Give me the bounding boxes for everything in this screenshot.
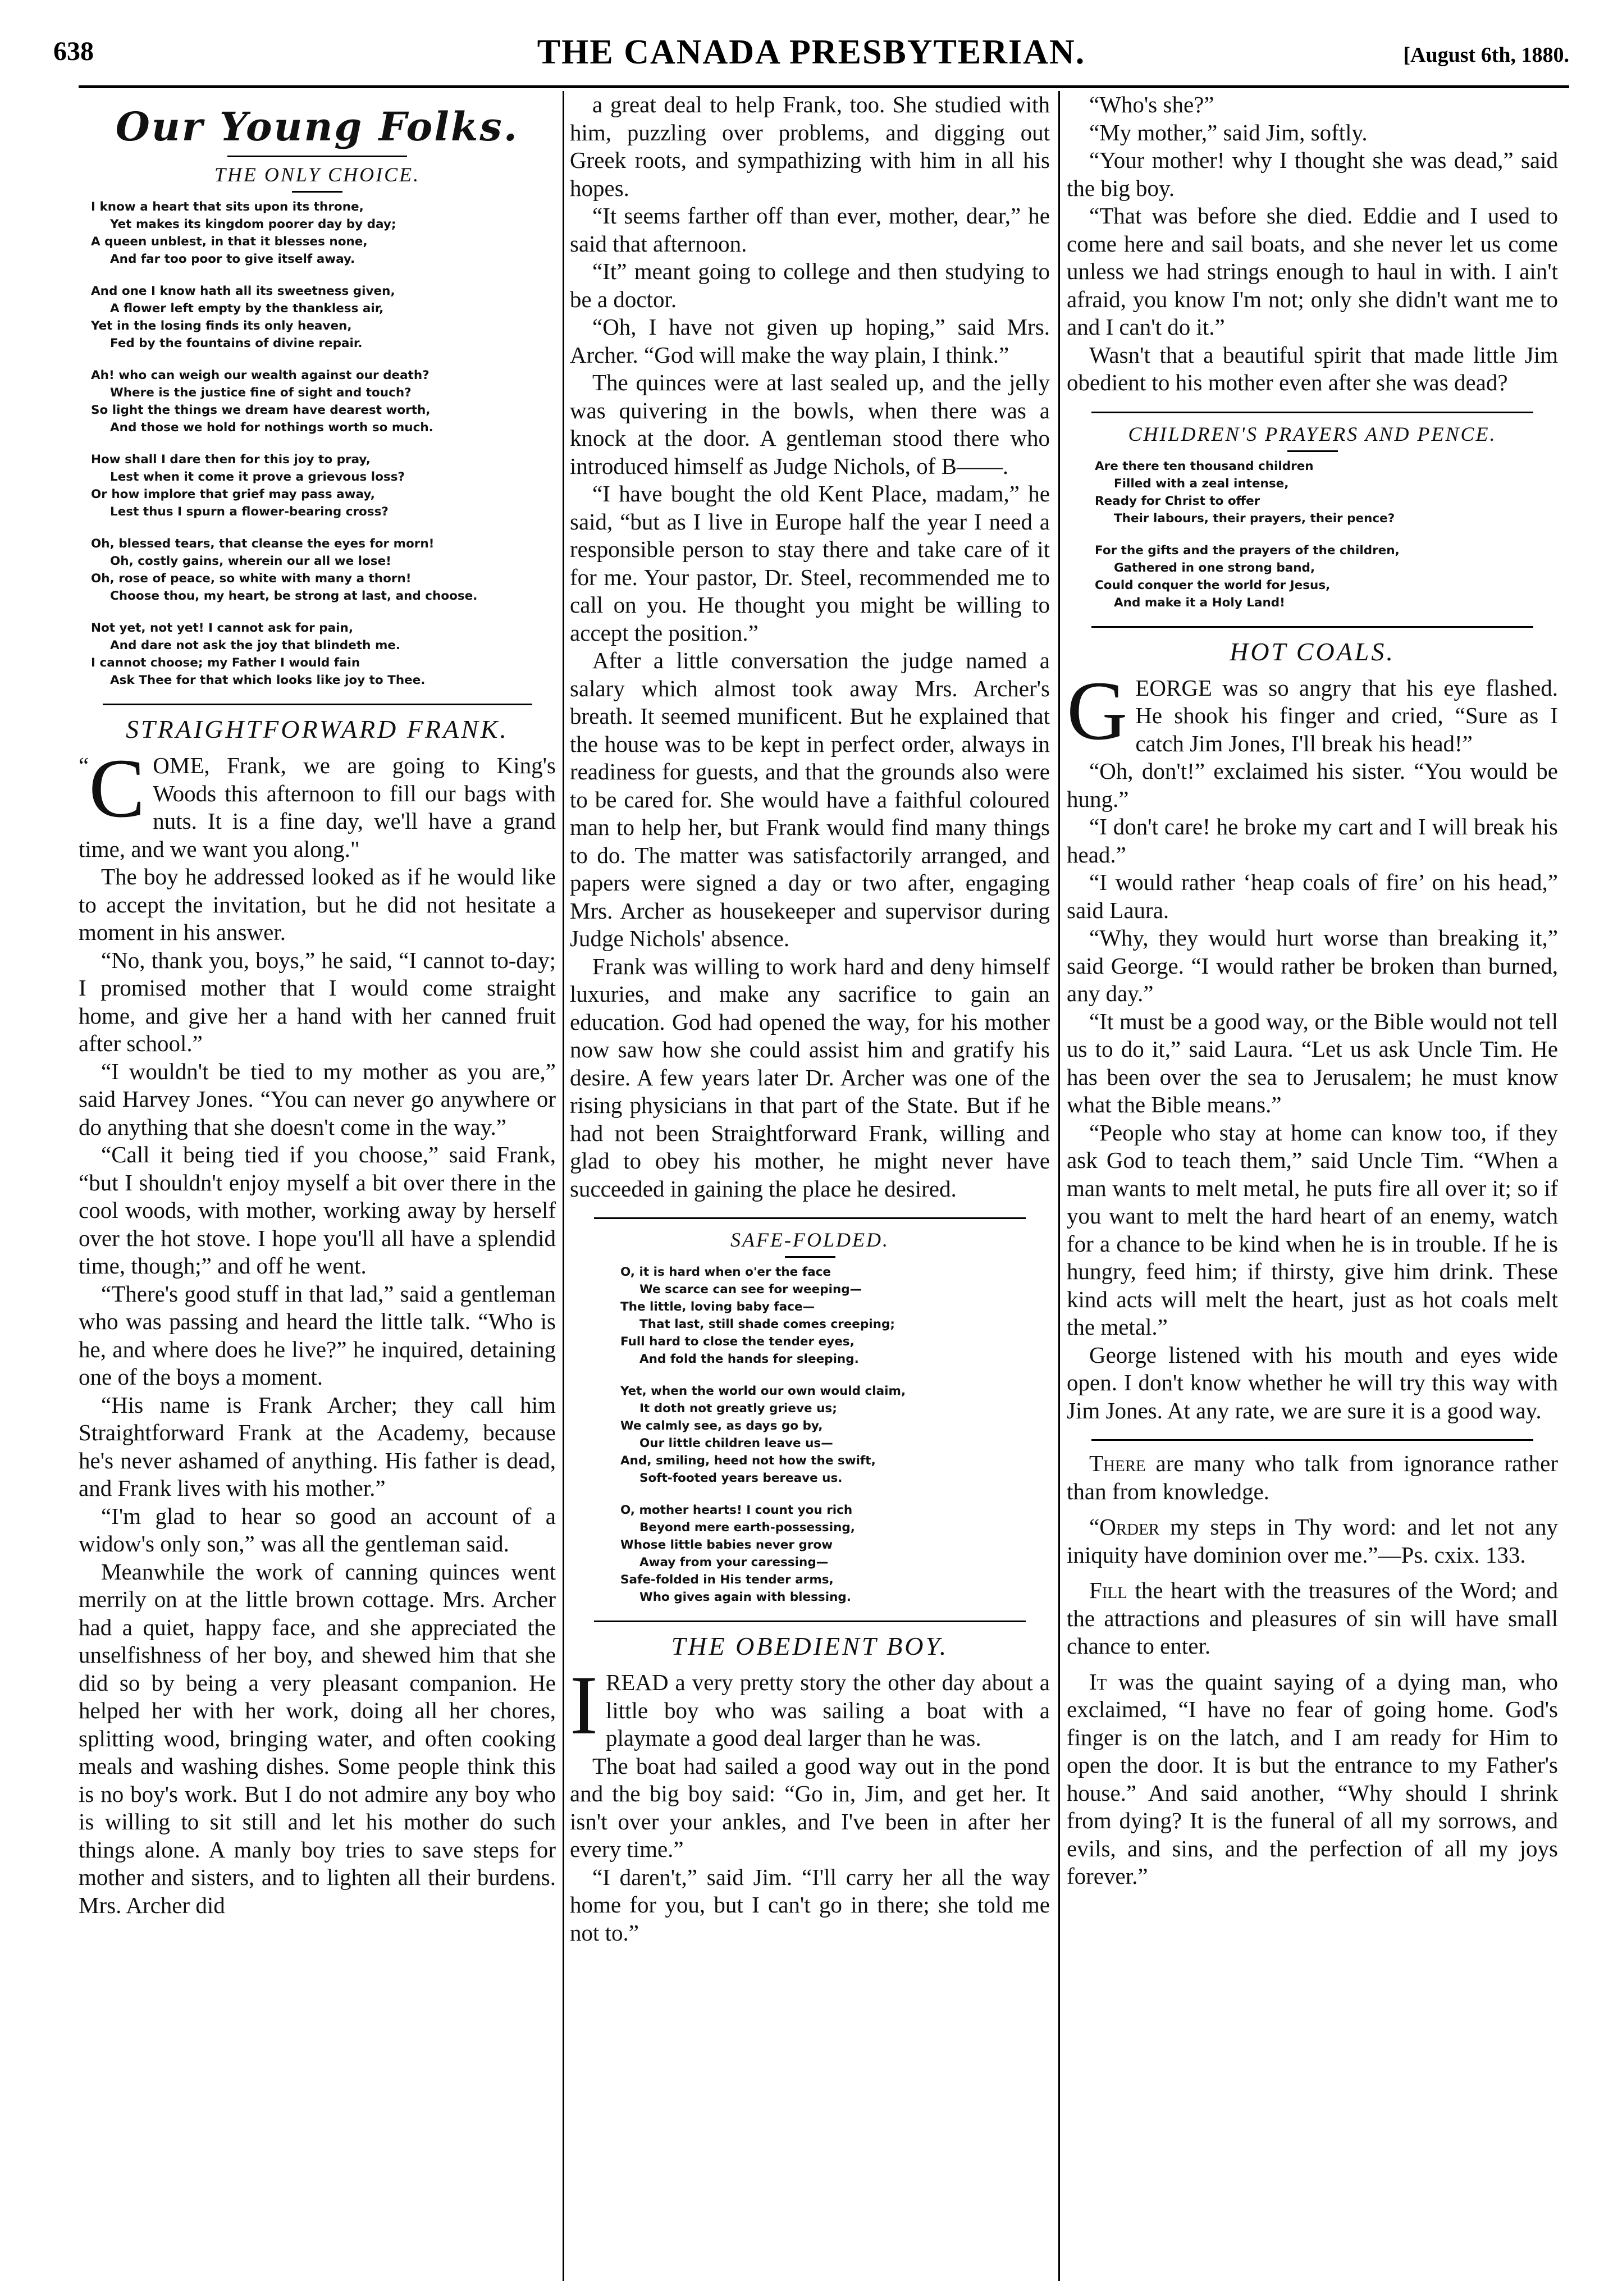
poem-line: Or how implore that grief may pass away, (91, 487, 375, 501)
poem-line: How shall I dare then for this joy to pray, (91, 453, 371, 467)
section-title: Our Young Folks. (115, 103, 519, 150)
stanza (91, 198, 556, 268)
paragraph: “No, thank you, boys,” he said, “I cannot to-day; I promised mother that I would come straight home, and give her a hand with her canned fruit after school.” (79, 947, 556, 1056)
poem-title: CHILDREN'S PRAYERS AND PENCE. (1128, 422, 1497, 445)
paragraph: “My mother,” said Jim, softly. (1089, 119, 1368, 145)
paragraph: “I daren't,” said Jim. “I'll carry her all the way home for you, but I can't go in there; she told me not to.” (570, 1864, 1050, 1946)
poem-the-only-choice (91, 198, 556, 689)
divider (292, 191, 342, 193)
stanza (620, 1263, 1050, 1368)
poem-line: And far too poor to give itself away. (110, 252, 355, 266)
poem-childrens-prayers (1095, 458, 1558, 611)
divider (594, 1621, 1026, 1622)
stanza (91, 535, 556, 605)
paragraph: “I'm glad to hear so good an account of a widow's only son,” was all the gentleman said. (79, 1503, 556, 1556)
poem-line: Could conquer the world for Jesus, (1095, 578, 1331, 592)
stanza (620, 1501, 1050, 1606)
paragraph: George listened with his mouth and eyes wide open. I don't know whether he will try this way with Jim Jones. At any rate, we are sure it is a good way. (1067, 1341, 1558, 1423)
paragraph: “I wouldn't be tied to my mother as you are,” said Harvey Jones. “You can never go anywhere or do anything that she doesn't come in the way.” (79, 1058, 556, 1140)
newspaper-title: THE CANADA PRESBYTERIAN. (537, 33, 1086, 71)
stanza (1095, 458, 1558, 527)
poem-line: Full hard to close the tender eyes, (620, 1335, 855, 1349)
poem-safe-folded (620, 1263, 1050, 1606)
poem-line: I know a heart that sits upon its throne, (91, 200, 364, 214)
paragraph: The quinces were at last sealed up, and the jelly was quivering in the bowls, when there was a knock at the door. A gentleman stood there who introduced himself as Judge Nichols, of B——. (570, 369, 1050, 479)
poem-line: Choose thou, my heart, be strong at last, and choose. (110, 589, 478, 603)
miscellany-paragraph: Fill the heart with the treasures of the Word; and the attractions and pleasures of sin will have small chance to enter. (1067, 1577, 1558, 1659)
paragraph: “Call it being tied if you choose,” said Frank, “but I shouldn't enjoy myself a bit over there in the cool woods, with mother, working away by herself over the hot stove. I hope you'll all have a splendid time, though;” and off he went. (79, 1142, 556, 1279)
stanza (91, 282, 556, 352)
poem-line: Lest thus I spurn a flower-bearing cross? (110, 505, 389, 519)
poem-line: Yet in the losing finds its only heaven, (91, 319, 352, 333)
poem-line: Who gives again with blessing. (639, 1590, 851, 1604)
paragraph: Meanwhile the work of canning quinces went merrily on at the little brown cottage. Mrs. Archer had a quiet, happy face, and she appreciated the unselfishness of her boy, and shewed him that she did so by being a very pleasant companion. He helped her with her work, doing all her chores, splitting wood, bringing water, and often cooking meals and washing dishes. Some people think this is no boy's work. But I do not admire any boy who is willing to sit still and let his mother do such things alone. A manly boy tries to save steps for mother and sisters, and to lighten all their burdens. Mrs. Archer did (79, 1558, 556, 1918)
poem-line: And make it a Holy Land! (1114, 595, 1285, 610)
poem-line: Yet makes its kingdom poorer day by day; (110, 217, 396, 231)
poem-line: And, smiling, heed not how the swift, (620, 1454, 876, 1468)
story-title: THE OBEDIENT BOY. (671, 1632, 949, 1660)
poem-line: Away from your caressing— (639, 1555, 829, 1569)
poem-line: Are there ten thousand children (1095, 459, 1314, 473)
column-3 (1067, 91, 1558, 2281)
divider (785, 1256, 835, 1258)
poem-line: A flower left empty by the thankless air, (110, 302, 384, 316)
poem-line: I cannot choose; my Father I would fain (91, 656, 360, 670)
paragraph: “Oh, I have not given up hoping,” said Mrs. Archer. “God will make the way plain, I think.” (570, 314, 1050, 368)
drop-cap: G (1067, 664, 1128, 757)
poem-line: We calmly see, as days go by, (620, 1419, 823, 1433)
paragraph: “Who's she?” (1089, 92, 1214, 117)
poem-line: O, it is hard when o'er the face (620, 1265, 831, 1279)
poem-line: Where is the justice fine of sight and touch? (110, 386, 412, 400)
poem-line: Ask Thee for that which looks like joy to Thee. (110, 673, 426, 687)
poem-line: Yet, when the world our own would claim, (620, 1384, 906, 1398)
poem-line: And dare not ask the joy that blindeth me. (110, 638, 401, 652)
poem-line: Ready for Christ to offer (1095, 494, 1260, 508)
poem-line: Our little children leave us— (639, 1436, 833, 1450)
poem-line: Ah! who can weigh our wealth against our death? (91, 368, 429, 382)
paragraph: “It” meant going to college and then studying to be a doctor. (570, 258, 1050, 312)
poem-line: Oh, costly gains, wherein our all we lose! (110, 554, 391, 568)
poem-line: Safe-folded in His tender arms, (620, 1573, 834, 1587)
paragraph: “There's good stuff in that lad,” said a gentleman who was passing and heard the little talk. “Who is he, and where does he live?” he inquired, detaining one of the boys a moment. (79, 1280, 556, 1390)
poem-line: And fold the hands for sleeping. (639, 1352, 859, 1366)
paragraph: “His name is Frank Archer; they call him Straightforward Frank at the Academy, because he's never ashamed of anything. His father is dead, and Frank lives with his mother.” (79, 1391, 556, 1501)
column-1 (79, 91, 556, 2281)
masthead-rule (79, 85, 1569, 88)
miscellany-paragraph: It was the quaint saying of a dying man, who exclaimed, “I have no fear of going home. God's finger is on the latch, and I am ready for Him to open the door. It is but the entrance to my Father's house.” And said another, “Why should I shrink from dying? It is the funeral of all my sorrows, and evils, and sins, and the perfection of all my joys forever.” (1067, 1668, 1558, 1889)
stanza (91, 619, 556, 689)
story-continued (1067, 91, 1558, 397)
first-paragraph: “ C OME, Frank, we are going to King's Woods this afternoon to fill our bags with nuts. It is a fine day, we'll have a grand time, and we want you along." (79, 742, 556, 862)
column-2 (570, 91, 1050, 2281)
paragraph: “People who stay at home can know too, if they ask God to teach them,” said Uncle Tim. “When a man wants to melt metal, he puts fire all over it; so if you want to melt the hard heart of an enemy, watch for a chance to be kind when he is in trouble. If he is hungry, feed him; if thirsty, give him drink. These kind acts will melt the heart, just as hot coals melt the metal.” (1067, 1119, 1558, 1340)
paragraph: “It seems farther off than ever, mother, dear,” he said that afternoon. (570, 203, 1050, 257)
issue-date: [August 6th, 1880. (1403, 43, 1569, 67)
miscellany (1067, 1450, 1558, 1891)
poem-line: That last, still shade comes creeping; (639, 1317, 895, 1331)
paragraph: Wasn't that a beautiful spirit that made little Jim obedient to his mother even after she was dead? (1067, 341, 1558, 395)
column-divider (563, 91, 564, 2281)
poem-line: And those we hold for nothings worth so much. (110, 421, 433, 435)
miscellany-paragraph: There are many who talk from ignorance rather than from knowledge. (1067, 1450, 1558, 1504)
divider (1287, 450, 1338, 452)
paragraph: “It must be a good way, or the Bible would not tell us to do it,” said Laura. “Let us ask Uncle Tim. He has been over the sea to Jerusalem; he must know what the Bible means.” (1067, 1008, 1558, 1117)
story-hot-coals: GEORGE was so angry that his eye flashed. He shook his finger and cried, “Sure as I catch Jim Jones, I'll break his head!” “Oh, don't!” exclaimed his sister. “You would be hung.” “I don't care! he broke my cart and I will break his head.” “I would rather ‘heap coals of fire’ on his head,” said Laura. “Why, they would hurt worse than breaking it,” said George. “I would rather be broken than burned, any day.” “It must be a good way, or the Bible would not tell us to do it,” said Laura. “Let us ask Uncle Tim. He has been over the sea to Jerusalem; he must know what the Bible means.” “People who stay at home can know too, if they ask God to teach them,” said Uncle Tim. “When a man wants to melt metal, he puts fire all over it; so if you want to melt the hard heart of an enemy, watch for a chance to be kind when he is in trouble. If he is hungry, feed him; if thirsty, give him drink. These kind acts will melt the heart, just as hot coals melt the metal.” George listened with his mouth and eyes wide open. I don't know whether he will try this way with Jim Jones. At any rate, we are sure it is a good way. (1067, 674, 1558, 1425)
story-continued (570, 91, 1050, 1203)
poem-line: Soft-footed years bereave us. (639, 1471, 843, 1485)
poem-line: Fed by the fountains of divine repair. (110, 336, 363, 350)
divider (1091, 1439, 1534, 1441)
divider (1091, 626, 1534, 628)
column-divider (1058, 91, 1060, 2281)
poem-line: Not yet, not yet! I cannot ask for pain, (91, 621, 353, 635)
paragraph: “Why, they would hurt worse than breaking it,” said George. “I would rather be broken than burned, any day.” (1067, 925, 1558, 1006)
poem-line: Whose little babies never grow (620, 1538, 833, 1552)
stanza (1095, 542, 1558, 611)
paragraph: “Oh, don't!” exclaimed his sister. “You would be hung.” (1067, 758, 1558, 812)
divider (594, 1217, 1026, 1219)
poem-line: Oh, blessed tears, that cleanse the eyes for morn! (91, 537, 435, 551)
divider (1091, 412, 1534, 413)
drop-cap: I (570, 1659, 598, 1752)
story-straightforward-frank (79, 742, 556, 1919)
poem-line: It doth not greatly grieve us; (639, 1402, 837, 1416)
paragraph: “I don't care! he broke my cart and I will break his head.” (1067, 814, 1558, 868)
poem-line: And one I know hath all its sweetness given, (91, 284, 395, 298)
poem-title: THE ONLY CHOICE. (214, 163, 421, 186)
miscellany-paragraph: “Order my steps in Thy word: and let not any iniquity have dominion over me.”—Ps. cxix. 133. (1067, 1514, 1558, 1568)
poem-line: A queen unblest, in that it blesses none, (91, 235, 368, 249)
poem-line: For the gifts and the prayers of the children, (1095, 543, 1400, 558)
paragraph: Frank was willing to work hard and deny himself luxuries, and make any sacrifice to gain an education. God had opened the way, for his mother now saw how she could assist him and gratify his desire. A few years later Dr. Archer was one of the rising physicians in that part of the State. But if he had not been Straightforward Frank, willing and glad to obey his mother, he might never have succeeded in gaining the place he desired. (570, 953, 1050, 1202)
divider (103, 704, 532, 705)
paragraph: “I would rather ‘heap coals of fire’ on his head,” said Laura. (1067, 869, 1558, 923)
poem-line: The little, loving baby face— (620, 1300, 815, 1314)
poem-line: Gathered in one strong band, (1114, 560, 1315, 575)
paragraph: The boat had sailed a good way out in the pond and the big boy said: “Go in, Jim, and get her. It isn't over your ankles, and I've been in after her every time.” (570, 1752, 1050, 1862)
page-number: 638 (53, 36, 94, 66)
poem-line: Beyond mere earth-possessing, (639, 1521, 855, 1535)
story-the-obedient-boy: IREAD a very pretty story the other day about a little boy who was sailing a boat with a playmate a good deal larger than he was. The boat had sailed a good way out in the pond and the big boy said: “Go in, Jim, and get her. It isn't over your ankles, and I've been in after her every time.” “I daren't,” said Jim. “I'll carry her all the way home for you, but I can't go in there; she told me not to.” (570, 1669, 1050, 1947)
paragraph: a great deal to help Frank, too. She studied with him, puzzling over problems, and digging out Greek roots, and sympathizing with him in all his hopes. (570, 92, 1050, 201)
paragraph: The boy he addressed looked as if he would like to accept the invitation, but he did not hesitate a moment in his answer. (79, 864, 556, 945)
poem-line: O, mother hearts! I count you rich (620, 1503, 853, 1517)
divider (227, 156, 407, 157)
stanza (620, 1382, 1050, 1487)
story-title: HOT COALS. (1230, 637, 1395, 666)
poem-line: Filled with a zeal intense, (1114, 476, 1289, 491)
poem-line: We scarce can see for weeping— (639, 1282, 862, 1297)
poem-line: Oh, rose of peace, so white with many a thorn! (91, 572, 412, 586)
paragraph: “Your mother! why I thought she was dead,” said the big boy. (1067, 147, 1558, 201)
poem-line: So light the things we dream have dearest worth, (91, 403, 431, 417)
paragraph: “That was before she died. Eddie and I used to come here and sail boats, and she never let us come unless we had strings enough to haul in with. I ain't afraid, you know I'm not; only she didn't want me to and I can't do it.” (1067, 203, 1558, 340)
paragraph: After a little conversation the judge named a salary which almost took away Mrs. Archer's breath. It seemed munificent. But he explained that the house was to be kept in perfect order, always in readiness for guests, and that the grounds also were to be cared for. She would have a faithful coloured man to help her, but Frank would find many things to do. The matter was satisfactorily arranged, and papers were signed a day or two after, engaging Mrs. Archer as housekeeper and supervisor during Judge Nichols' absence. (570, 647, 1050, 951)
paragraph: “I have bought the old Kent Place, madam,” he said, “but as I live in Europe half the year I need a responsible person to stay there and take care of it for me. Your pastor, Dr. Steel, recommended me to call on you. He thought you might be willing to accept the position.” (570, 481, 1050, 646)
stanza (91, 367, 556, 436)
poem-title: SAFE-FOLDED. (730, 1229, 889, 1251)
masthead (53, 33, 1569, 83)
stanza (91, 451, 556, 521)
poem-line: Their labours, their prayers, their pence? (1114, 511, 1395, 526)
story-title: STRAIGHTFORWARD FRANK. (126, 715, 509, 743)
drop-cap: C (89, 742, 145, 835)
poem-line: Lest when it come it prove a grievous loss? (110, 470, 405, 484)
